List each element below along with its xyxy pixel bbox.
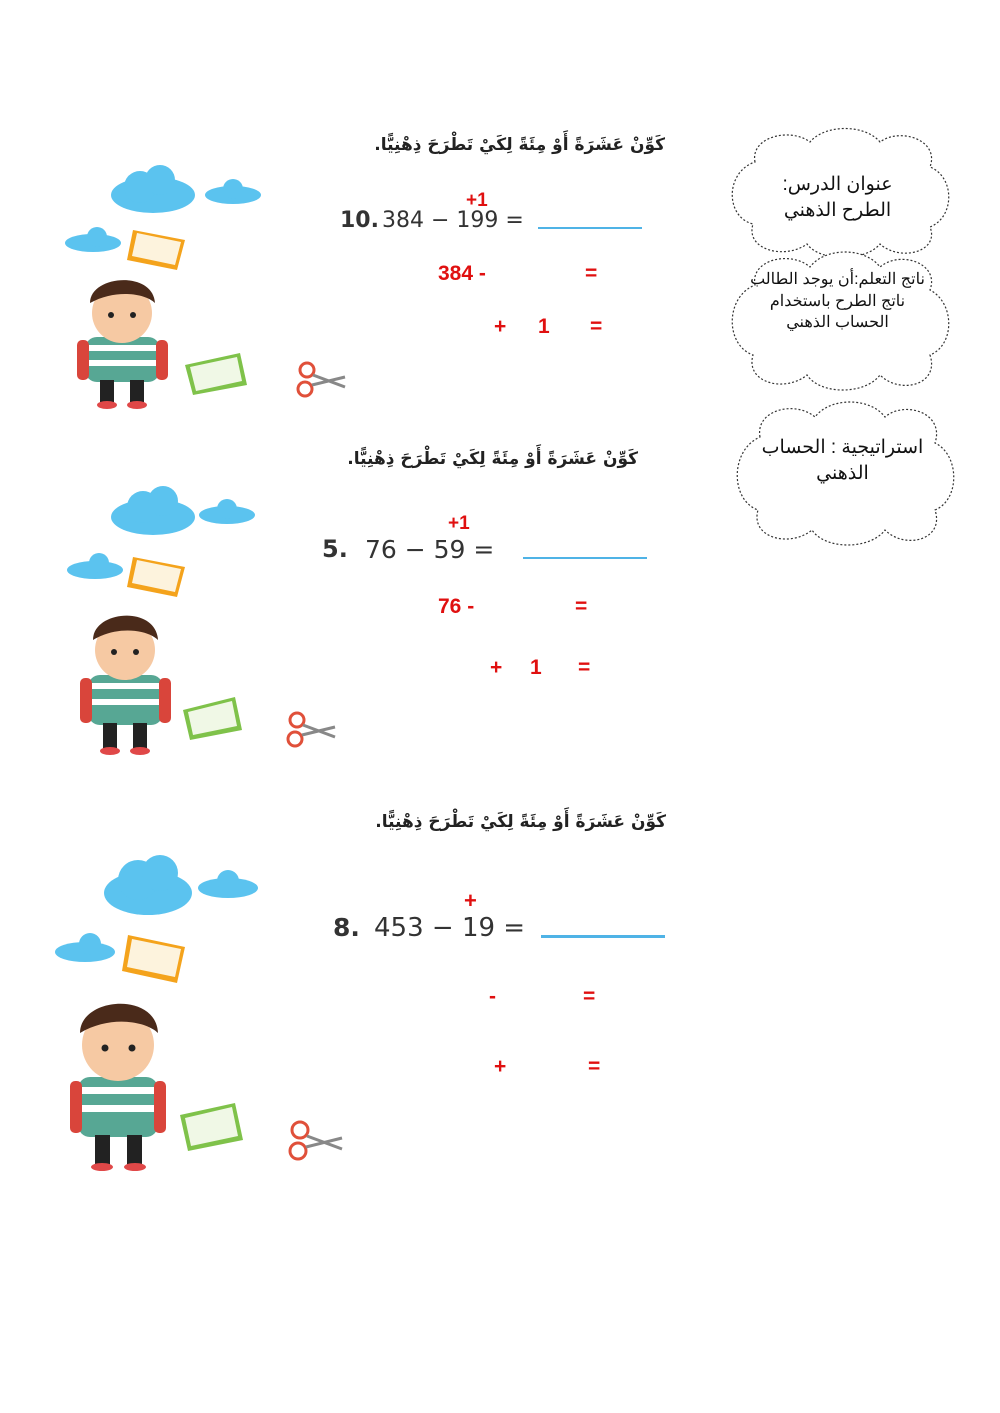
step2-plus: + [494, 315, 507, 338]
boy-illustration [70, 1004, 166, 1171]
boy-illustration [80, 616, 171, 755]
book-icon [122, 935, 185, 983]
step2-equals: = [590, 315, 603, 338]
step2-value: 1 [530, 656, 542, 679]
step1-equals: = [575, 595, 588, 618]
step1-equals: = [585, 262, 598, 285]
answer-line[interactable] [538, 227, 642, 229]
exercise-number: 8. [333, 913, 360, 942]
decoration-group [55, 485, 355, 765]
exercise-instruction: كَوِّنْ عَشَرَةً أَوْ مِئَةً لِكَيْ تَطْرَحَ ذِهْنِيًّا. [347, 449, 638, 469]
step2-equals: = [578, 656, 591, 679]
boy-illustration [77, 280, 168, 409]
book-icon [127, 557, 185, 597]
step1-left: - [489, 985, 496, 1008]
exercise-instruction: كَوِّنْ عَشَرَةً أَوْ مِئَةً لِكَيْ تَطْرَحَ ذِهْنِيًّا. [374, 135, 665, 155]
step2-plus: + [494, 1055, 507, 1078]
strategy-cloud [720, 395, 965, 550]
lesson-title-cloud [715, 122, 960, 262]
scissors-icon [290, 1122, 342, 1159]
hint-plus: + [464, 888, 477, 913]
lesson-title: الطرح الذهني [783, 199, 892, 221]
exercise-instruction: كَوِّنْ عَشَرَةً أَوْ مِئَةً لِكَيْ تَطْرَحَ ذِهْنِيًّا. [375, 812, 666, 832]
step1-left: 384 - [438, 262, 486, 285]
book-icon [127, 230, 185, 270]
outcome-line-2: ناتج الطرح باستخدام [769, 292, 906, 310]
strategy-line-2: الذهني [816, 462, 869, 484]
answer-line[interactable] [541, 935, 665, 938]
step2-equals: = [588, 1055, 601, 1078]
book-icon [183, 697, 242, 740]
decoration-group [50, 855, 355, 1180]
exercise-expression: 76 − 59 = [365, 535, 495, 564]
scissors-icon [298, 363, 345, 396]
decoration-group [55, 165, 355, 415]
hint-plus-one: +1 [466, 190, 488, 211]
outcome-line-1: ناتج التعلم:أن يوجد الطالب [750, 271, 925, 288]
lesson-title-label: عنوان الدرس: [782, 174, 893, 195]
exercise-number: 10. [340, 208, 379, 233]
learning-outcome-cloud [715, 245, 960, 395]
step1-equals: = [583, 985, 596, 1008]
strategy-line-1: استراتيجية : الحساب [761, 437, 924, 458]
scissors-icon [288, 713, 335, 746]
step2-plus: + [490, 656, 503, 679]
exercise-expression: 384 − 199 = [382, 208, 524, 233]
book-icon [180, 1103, 243, 1151]
exercise-number: 5. [322, 535, 348, 563]
answer-line[interactable] [523, 557, 647, 559]
hint-plus-one: +1 [448, 513, 470, 534]
exercise-expression: 453 − 19 = [374, 913, 526, 943]
outcome-line-3: الحساب الذهني [786, 314, 889, 332]
step1-left: 76 - [438, 595, 475, 618]
step2-value: 1 [538, 315, 550, 338]
book-icon [185, 353, 247, 395]
